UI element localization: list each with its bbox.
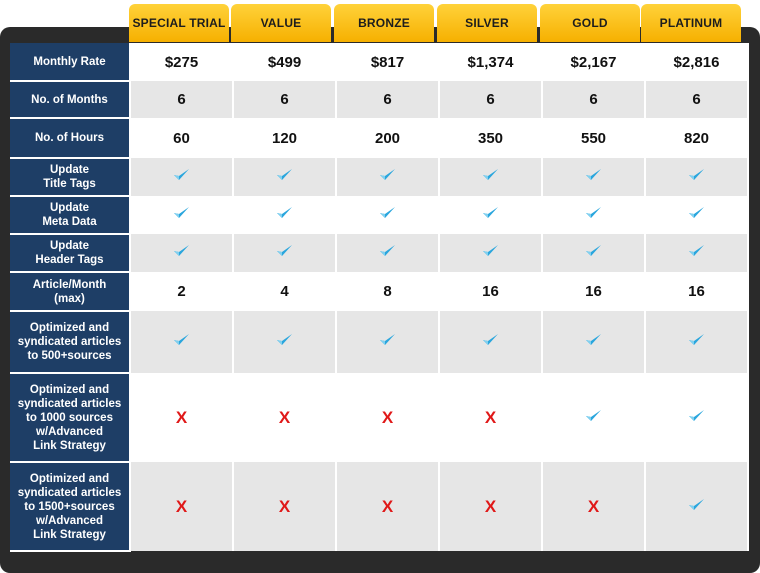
plan-header-platinum: PLATINUM — [641, 4, 741, 42]
row-label-line: w/Advanced — [35, 514, 104, 527]
cell-value: $2,816 — [673, 53, 720, 71]
table-cell — [439, 272, 542, 311]
table-cell — [542, 272, 645, 311]
check-icon — [173, 168, 190, 182]
check-icon — [173, 244, 190, 258]
table-row — [10, 158, 748, 196]
cell-value: 120 — [271, 129, 298, 147]
cell-value: $499 — [267, 53, 302, 71]
table-cell — [336, 158, 439, 196]
cell-value: 8 — [383, 283, 392, 300]
row-label-line: Link Strategy — [33, 528, 106, 541]
table-cell — [439, 81, 542, 118]
table-cell — [130, 43, 233, 81]
check-icon — [585, 244, 602, 258]
check-icon — [585, 206, 602, 220]
table-cell — [233, 462, 336, 551]
row-label-line: Link Strategy — [33, 439, 106, 452]
table-cell — [645, 234, 748, 272]
table-cell — [542, 158, 645, 196]
table-cell — [645, 373, 748, 462]
x-icon: X — [484, 496, 497, 516]
cell-value: 16 — [585, 283, 602, 300]
table-cell — [336, 43, 439, 81]
cell-value: 6 — [692, 91, 701, 108]
check-icon — [276, 206, 293, 220]
check-icon — [688, 206, 705, 220]
x-icon: X — [381, 496, 394, 516]
table-cell — [130, 118, 233, 158]
check-icon — [688, 168, 705, 182]
table-row — [10, 462, 748, 551]
row-label — [10, 234, 130, 272]
row-label-line: syndicated articles — [17, 397, 122, 410]
x-icon: X — [278, 496, 291, 516]
table-cell — [130, 373, 233, 462]
row-label-line: Update — [50, 164, 89, 176]
row-label-line: No. of Hours — [35, 132, 104, 144]
row-label-line: to 1000 sources — [26, 411, 113, 424]
row-label-line: No. of Months — [31, 93, 108, 106]
table-cell — [130, 311, 233, 373]
table-cell — [336, 234, 439, 272]
table-cell — [439, 234, 542, 272]
row-label — [10, 158, 130, 196]
row-label-line: Title Tags — [43, 178, 96, 190]
cell-value: 200 — [374, 129, 401, 147]
table-row — [10, 272, 748, 311]
check-icon — [688, 244, 705, 258]
table-row — [10, 311, 748, 373]
table-cell — [439, 196, 542, 234]
table-row — [10, 196, 748, 234]
x-icon: X — [175, 407, 188, 427]
check-icon — [585, 333, 602, 347]
table-cell — [439, 43, 542, 81]
table-cell — [336, 81, 439, 118]
x-icon: X — [587, 496, 600, 516]
cell-value: 6 — [280, 91, 289, 108]
row-label-line: Optimized and — [29, 472, 110, 485]
row-label-line: Update — [50, 202, 89, 214]
table-cell — [542, 373, 645, 462]
table-cell — [439, 373, 542, 462]
table-cell — [439, 311, 542, 373]
row-label — [10, 196, 130, 234]
check-icon — [173, 333, 190, 347]
row-label-line: Meta Data — [42, 216, 97, 228]
table-cell — [439, 462, 542, 551]
cell-value: 820 — [683, 129, 710, 147]
cell-value: $817 — [370, 53, 405, 71]
plan-header-gold: GOLD — [540, 4, 640, 42]
row-label — [10, 462, 130, 551]
row-label-line: Header Tags — [35, 254, 104, 266]
x-icon: X — [175, 496, 188, 516]
cell-value: 6 — [383, 91, 392, 108]
table-cell — [336, 272, 439, 311]
row-label-line: w/Advanced — [35, 425, 104, 438]
cell-value: 2 — [177, 283, 186, 300]
table-cell — [233, 196, 336, 234]
check-icon — [173, 206, 190, 220]
cell-value: 6 — [486, 91, 495, 108]
cell-value: 16 — [482, 283, 499, 300]
table-cell — [233, 234, 336, 272]
table-row — [10, 234, 748, 272]
check-icon — [276, 333, 293, 347]
check-icon — [482, 168, 499, 182]
cell-value: 350 — [477, 129, 504, 147]
row-label-line: (max) — [54, 292, 85, 305]
plan-header-bronze: BRONZE — [334, 4, 434, 42]
table-row — [10, 81, 748, 118]
pricing-table — [10, 43, 749, 552]
table-cell — [542, 196, 645, 234]
table-cell — [336, 462, 439, 551]
check-icon — [276, 168, 293, 182]
table-row — [10, 118, 748, 158]
table-cell — [542, 234, 645, 272]
table-cell — [645, 81, 748, 118]
table-cell — [130, 81, 233, 118]
cell-value: 6 — [177, 91, 186, 108]
row-label-line: syndicated articles — [17, 336, 122, 348]
table-cell — [233, 272, 336, 311]
table-cell — [542, 81, 645, 118]
table-cell — [645, 158, 748, 196]
table-cell — [645, 462, 748, 551]
check-icon — [379, 206, 396, 220]
table-cell — [645, 43, 748, 81]
check-icon — [482, 206, 499, 220]
check-icon — [379, 168, 396, 182]
row-label-line: Optimized and — [29, 322, 110, 334]
check-icon — [585, 168, 602, 182]
row-label — [10, 43, 130, 81]
plan-header-value: VALUE — [231, 4, 331, 42]
table-cell — [645, 311, 748, 373]
table-row — [10, 373, 748, 462]
cell-value: $2,167 — [570, 53, 617, 71]
cell-value: $1,374 — [467, 53, 514, 71]
table-cell — [130, 158, 233, 196]
table-cell — [645, 118, 748, 158]
check-icon — [585, 409, 602, 423]
table-cell — [336, 311, 439, 373]
row-label — [10, 272, 130, 311]
table-cell — [130, 462, 233, 551]
cell-value: 60 — [173, 129, 190, 147]
check-icon — [688, 409, 705, 423]
table-cell — [233, 311, 336, 373]
row-label-line: to 1500+sources — [24, 500, 115, 513]
table-cell — [645, 196, 748, 234]
table-cell — [233, 158, 336, 196]
row-label-line: Update — [50, 240, 89, 252]
table-cell — [439, 118, 542, 158]
table-cell — [542, 462, 645, 551]
table-cell — [130, 272, 233, 311]
check-icon — [688, 333, 705, 347]
table-cell — [336, 373, 439, 462]
row-label — [10, 311, 130, 373]
check-icon — [482, 333, 499, 347]
cell-value: 550 — [580, 129, 607, 147]
check-icon — [482, 244, 499, 258]
row-label-line: to 500+sources — [27, 350, 112, 362]
table-cell — [439, 158, 542, 196]
table-cell — [233, 81, 336, 118]
cell-value: 4 — [280, 283, 289, 300]
table-cell — [645, 272, 748, 311]
x-icon: X — [381, 407, 394, 427]
table-cell — [542, 43, 645, 81]
table-cell — [233, 43, 336, 81]
row-label-line: Article/Month — [32, 278, 107, 291]
row-label-line: Monthly Rate — [33, 55, 106, 68]
table-cell — [233, 118, 336, 158]
table-cell — [542, 311, 645, 373]
row-label-line: Optimized and — [29, 383, 110, 396]
table-cell — [336, 118, 439, 158]
row-label — [10, 118, 130, 158]
table-row — [10, 43, 748, 81]
x-icon: X — [278, 407, 291, 427]
check-icon — [688, 498, 705, 512]
plan-header-silver: SILVER — [437, 4, 537, 42]
table-cell — [130, 234, 233, 272]
table-cell — [130, 196, 233, 234]
cell-value: $275 — [164, 53, 199, 71]
table-cell — [542, 118, 645, 158]
table-cell — [336, 196, 439, 234]
check-icon — [379, 244, 396, 258]
check-icon — [276, 244, 293, 258]
plan-header-special-trial: SPECIAL TRIAL — [129, 4, 229, 42]
table-cell — [233, 373, 336, 462]
x-icon: X — [484, 407, 497, 427]
cell-value: 6 — [589, 91, 598, 108]
row-label — [10, 81, 130, 118]
row-label — [10, 373, 130, 462]
row-label-line: syndicated articles — [17, 486, 122, 499]
cell-value: 16 — [688, 283, 705, 300]
check-icon — [379, 333, 396, 347]
